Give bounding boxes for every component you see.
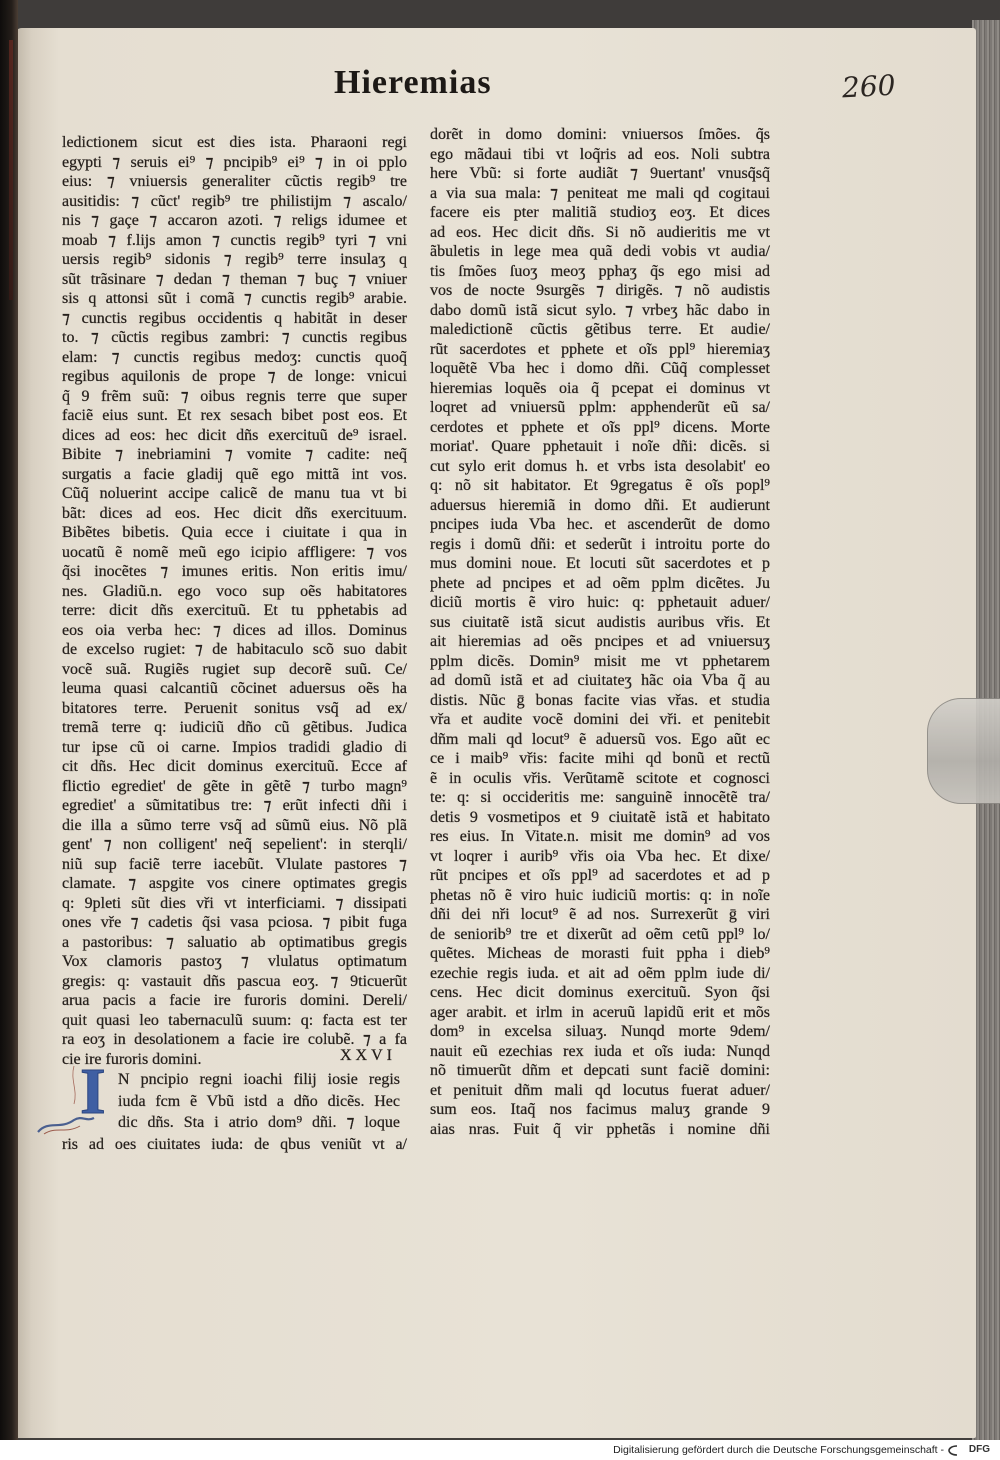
- footer-strip: [0, 1440, 1000, 1460]
- text-line: terre: dicit dñs exercituũ. Et tu pphetabis ad: [62, 602, 407, 619]
- text-line: maledictionẽ cũctis gẽtibus terre. Et audie/: [430, 321, 770, 338]
- text-line: vt loqrer i aurib⁹ vřis oia Vba hec. Et dixe/: [430, 847, 770, 865]
- text-line: pncipes iuda Vba hec. et ascenderũt de domo: [430, 516, 770, 533]
- text-line: vos de nocte 9surgẽs ⁊ dirigẽs. ⁊ nõ audistis: [430, 282, 770, 299]
- text-line: cit dñs. Hec dicit dominus exercituũ. Ecce af: [62, 758, 407, 775]
- text-line: sus ciuitatẽ istã sicut audistis auribus vřis. Et: [430, 613, 770, 631]
- text-line: egypti ⁊ seruis ei⁹ ⁊ pncipib⁹ ei⁹ ⁊ in oi pplo: [62, 153, 407, 171]
- text-line: quẽtes. Micheas de morasti fuit ppha i dieb⁹: [430, 945, 770, 962]
- text-line: ẽ in oculis vřis. Verũtamẽ scitote et cognosci: [430, 769, 770, 787]
- text-line: ra eoʒ in desolationem a facie ire colubẽ. ⁊ a fa: [62, 1031, 407, 1048]
- initial-letter: I: [80, 1055, 106, 1128]
- text-line: ezechie regis iuda. et ait ad oẽm pplm iude di/: [430, 964, 770, 982]
- text-line: q̃si inocẽtes ⁊ imunes eritis. Non eritis imu/: [62, 563, 407, 580]
- text-line: gregis: q: vastauit dñs pascua eoʒ. ⁊ 9ticuerũt: [62, 972, 407, 990]
- text-line: die illa a sũmo terre vsq̃ ad sũmũ eius. Nõ plã: [62, 816, 407, 834]
- text-line: moriat'. Quare pphetauit i noĩe dñi: dicẽs. si: [430, 438, 770, 455]
- text-line: quit quasi leo tabernaculũ suum: q: facta est ter: [62, 1011, 407, 1029]
- text-line: cerdotes et pphete et oĩs ppl⁹ dicens. Morte: [430, 418, 770, 436]
- text-line: nõ timuerũt dñm et depcati sunt faciẽ domini:: [430, 1062, 770, 1079]
- text-line: dorẽt in domo domini: vniuersos ſmões. q̃s: [430, 126, 770, 143]
- text-line: niũ sup faciẽ terre iacebũt. Vlulate pastores ⁊: [62, 855, 407, 873]
- binding-red-edge: [9, 40, 13, 300]
- chapter-number: XXVI: [340, 1047, 396, 1064]
- text-line: egrediet' a sũmitatibus tre: ⁊ erũt infecti dñi i: [62, 797, 407, 814]
- text-line: de excelso rugiet: ⁊ de habitaculo scõ suo dabit: [62, 641, 407, 658]
- text-line: Cũq̃ noluerint accipe calicẽ de manu tua vt bi: [62, 485, 407, 502]
- text-line: Bibite ⁊ inebriamini ⁊ vomite ⁊ cadite: neq̃: [62, 446, 407, 463]
- text-line: clamate. ⁊ aspgite vos cinere optimates gregis: [62, 875, 407, 892]
- text-line: diciũ mortis ẽ viro huic: q: pphetauit aduer/: [430, 594, 770, 611]
- text-line: eos oia verba hec: ⁊ dices ad illos. Dominus: [62, 621, 407, 639]
- text-line: distis. Nũc ḡ bonas facite vias vřas. et studia: [430, 691, 770, 709]
- text-line: phetas nõ ẽ viro huic iudiciũ mortis: q: in noĩe: [430, 886, 770, 904]
- text-line: loqret ad vniuersũ pplm: apphenderũt eũ sa/: [430, 399, 770, 416]
- text-line: Vox clamoris pastoʒ ⁊ vlulatus optimatum: [62, 953, 407, 970]
- text-line: rũt sacerdotes et pphete et oĩs ppl⁹ hieremiaʒ: [430, 340, 770, 358]
- text-line: et penituit dñm mali qd locutus fuerat aduer/: [430, 1081, 770, 1099]
- text-line: ledictionem sicut est dies ista. Pharaoni regi: [62, 134, 407, 151]
- text-line: moab ⁊ f.lijs amon ⁊ cunctis regib⁹ tyri ⁊ vni: [62, 231, 407, 249]
- text-line: facere eis pter malitiã studioʒ eoʒ. Et dices: [430, 204, 770, 221]
- text-line: uocatũ ẽ nomẽ meũ ego icipio affligere: ⁊ vos: [62, 543, 407, 561]
- text-line: de seniorib⁹ tre et dixerũt ad oẽm cetũ ppl⁹ lo/: [430, 925, 770, 943]
- text-line: eius: ⁊ vniuersis generaliter cũctis regib⁹ tre: [62, 173, 407, 190]
- text-line: bitatores terre. Peruenit sonitus vsq̃ ad ex/: [62, 699, 407, 717]
- text-line: ausitidis: ⁊ cũct' regib⁹ tre philistijm ⁊ ascalo/: [62, 192, 407, 210]
- text-line: nis ⁊ gaçe ⁊ accaron azoti. ⁊ religs idumee et: [62, 212, 407, 229]
- text-line: dices ad eos: hec dicit dñs exercituũ de⁹ israel.: [62, 426, 407, 444]
- text-line: detis 9 vosmetipos et 9 ciuitatẽ istã et habitato: [430, 808, 770, 826]
- text-line: phete ad pncipes et ad oẽm pplm dicẽtes. Ju: [430, 574, 770, 592]
- text-line: loquẽtẽ Vba hec i domo dñi. Cũq̃ complesset: [430, 360, 770, 377]
- text-line: cut sylo erit domus h. et vrbs ista desolabit' eo: [430, 457, 770, 475]
- text-line: a via sua mala: ⁊ peniteat me mali qd cogitaui: [430, 184, 770, 202]
- text-line: hieremias loquẽs oia q̃ pcepat ei dominus vt: [430, 379, 770, 397]
- text-line: tur ipse cũ oi carne. Impios tradidi gladio di: [62, 738, 407, 756]
- text-line: iuda fcm ẽ Vbũ istd a dño dicẽs. Hec: [118, 1092, 400, 1110]
- text-line: sis q attonsi sũt i comã ⁊ cunctis regib⁹ arabie.: [62, 290, 407, 307]
- text-line: pplm dicẽs. Domin⁹ misit me vt pphetarem: [430, 652, 770, 670]
- running-head: Hieremias: [334, 64, 492, 101]
- text-line: ager arabit. et irlm in aceruũ lapidũ erit et mõs: [430, 1003, 770, 1021]
- dfg-symbol-icon: [948, 1445, 960, 1456]
- text-line: dñm mali qd locut⁹ ẽ aduersũ vos. Ego aũt ec: [430, 730, 770, 748]
- text-line: dom⁹ in excelsa siluaʒ. Nunqd morte 9dem/: [430, 1023, 770, 1040]
- text-line: nauit eũ ezechias rex iuda et oĩs iuda: Nunqd: [430, 1042, 770, 1060]
- folio-number: 260: [841, 68, 897, 105]
- text-line: ad domũ istã et ad ciuitateʒ hãc oia Vba q̃ au: [430, 672, 770, 689]
- text-line: regis i domũ dñi: et sederũt i introitu porte do: [430, 535, 770, 553]
- text-line: ris ad oes ciuitates iuda: de qbus veniũt vt a/: [62, 1135, 407, 1153]
- text-line: res eius. In Vitate.n. misit me domin⁹ ad vos: [430, 828, 770, 845]
- text-line: aias nras. Fuit q̃ vir pphetãs i nomine dñi: [430, 1120, 770, 1138]
- text-line: nes. Gladiũ.n. ego voco sup oẽs habitatores: [62, 582, 407, 600]
- text-line: ad eos. Hec dicit dñs. Si nõ audieritis me vt: [430, 223, 770, 241]
- text-line: to. ⁊ cũctis regibus zambri: ⁊ cunctis regibus: [62, 329, 407, 346]
- text-line: vocẽ suã. Rugiẽs rugiet sup decorẽ suũ. Ce/: [62, 660, 407, 678]
- text-line: vřa et audite vocẽ domini dei vři. et penitebit: [430, 711, 770, 728]
- text-line: tis ſmões ſuoʒ meoʒ pphaʒ q̃s ego misi ad: [430, 262, 770, 280]
- text-line: surgatis a facie gladij quẽ ego mittã int vos.: [62, 465, 407, 483]
- text-line: dñi dei nři locut⁹ ẽ ad nos. Surrexerũt ḡ viri: [430, 906, 770, 923]
- text-line: cie ire furoris domini.: [62, 1050, 202, 1068]
- text-line: arua pacis a facie ire furoris domini. Dereli/: [62, 992, 407, 1009]
- text-line: aduersus hieremiã in domo dñi. Et audierunt: [430, 496, 770, 514]
- dfg-logo: DFG: [968, 1444, 990, 1455]
- text-line: uersis regib⁹ sidonis ⁊ regib⁹ terre insulaʒ q: [62, 251, 407, 268]
- text-line: rũt pncipes et oĩs ppl⁹ ad sacerdotes et ad p: [430, 867, 770, 884]
- text-line: regibus aquilonis de prope ⁊ de longe: vnicui: [62, 368, 407, 385]
- text-line: elam: ⁊ cunctis regibus medoʒ: cunctis quoq̃: [62, 348, 407, 366]
- funding-notice: Digitalisierung gefördert durch die Deutsche Forschungsgemeinschaft -: [613, 1444, 944, 1456]
- text-line: ãbuletis in lege mea quã dedi vobis vt audia/: [430, 243, 770, 260]
- text-line: bãt: dices ad eos. Hec dicit dñs exercituum.: [62, 504, 407, 522]
- text-line: N pncipio regni ioachi filij iosie regis: [118, 1071, 400, 1088]
- text-line: dabo domũ istã sicut sylo. ⁊ vrbeʒ hãc dabo in: [430, 301, 770, 319]
- text-line: leuma quasi calcantiũ cõcinet aduersus oẽs ha: [62, 680, 407, 697]
- text-line: q: 9pleti sũt dies vři vt interficiami. ⁊ dissipati: [62, 894, 407, 912]
- text-line: gent' ⁊ non colligent' neq̃ sepelient': in sterqli/: [62, 836, 407, 853]
- text-line: ce i maib⁹ vřis: facite mihi qd bonũ et rectũ: [430, 750, 770, 767]
- text-line: here Vbũ: si forte audiãt ⁊ 9uertant' vnusq̃sq̃: [430, 165, 770, 182]
- text-line: ⁊ cunctis regibus occidentis q habitãt in deser: [62, 309, 407, 327]
- text-line: flictio egrediet' de gẽte in gẽtẽ ⁊ turbo magn⁹: [62, 777, 407, 795]
- text-line: tremã terre q: iudiciũ dño cũ gẽtibus. Judica: [62, 719, 407, 736]
- text-line: ait hieremias ad oẽs pncipes et ad vniuersuʒ: [430, 633, 770, 650]
- text-line: q̃ 9 frẽm suũ: ⁊ oibus regnis terre que super: [62, 387, 407, 405]
- initial-flourish-icon: [34, 1060, 120, 1138]
- text-line: a pastoribus: ⁊ saluatio ab optimatibus gregis: [62, 933, 407, 951]
- text-line: cens. Hec dicit dominus exercituũ. Syon q̃si: [430, 984, 770, 1001]
- page-clip: [927, 698, 1000, 804]
- text-line: Bibẽtes bibetis. Quia ecce i ciuitate i qua in: [62, 524, 407, 541]
- text-line: te: q: si occideritis me: sanguinẽ innocẽtẽ tra/: [430, 789, 770, 806]
- text-line: ones vře ⁊ cadetis q̃si vasa pciosa. ⁊ pibit fuga: [62, 914, 407, 931]
- text-line: dic dñs. Sta i atrio dom⁹ dñi. ⁊ loque: [118, 1114, 400, 1131]
- text-line: q: nõ sit habitator. Et 9gregatus ẽ oĩs popl⁹: [430, 477, 770, 494]
- text-line: ego mãdaui tibi vt loq̃ris ad eos. Noli subtra: [430, 145, 770, 163]
- text-line: faciẽ eius sunt. Et rex sesach bibet post eos. Et: [62, 407, 407, 424]
- text-line: mus domini noue. Et locuti sũt sacerdotes et p: [430, 555, 770, 572]
- text-line: sum eos. Itaq̃ nos facimus maluʒ grande 9: [430, 1101, 770, 1118]
- text-line: sũt trãsinare ⁊ dedan ⁊ theman ⁊ buç ⁊ vniuer: [62, 270, 407, 288]
